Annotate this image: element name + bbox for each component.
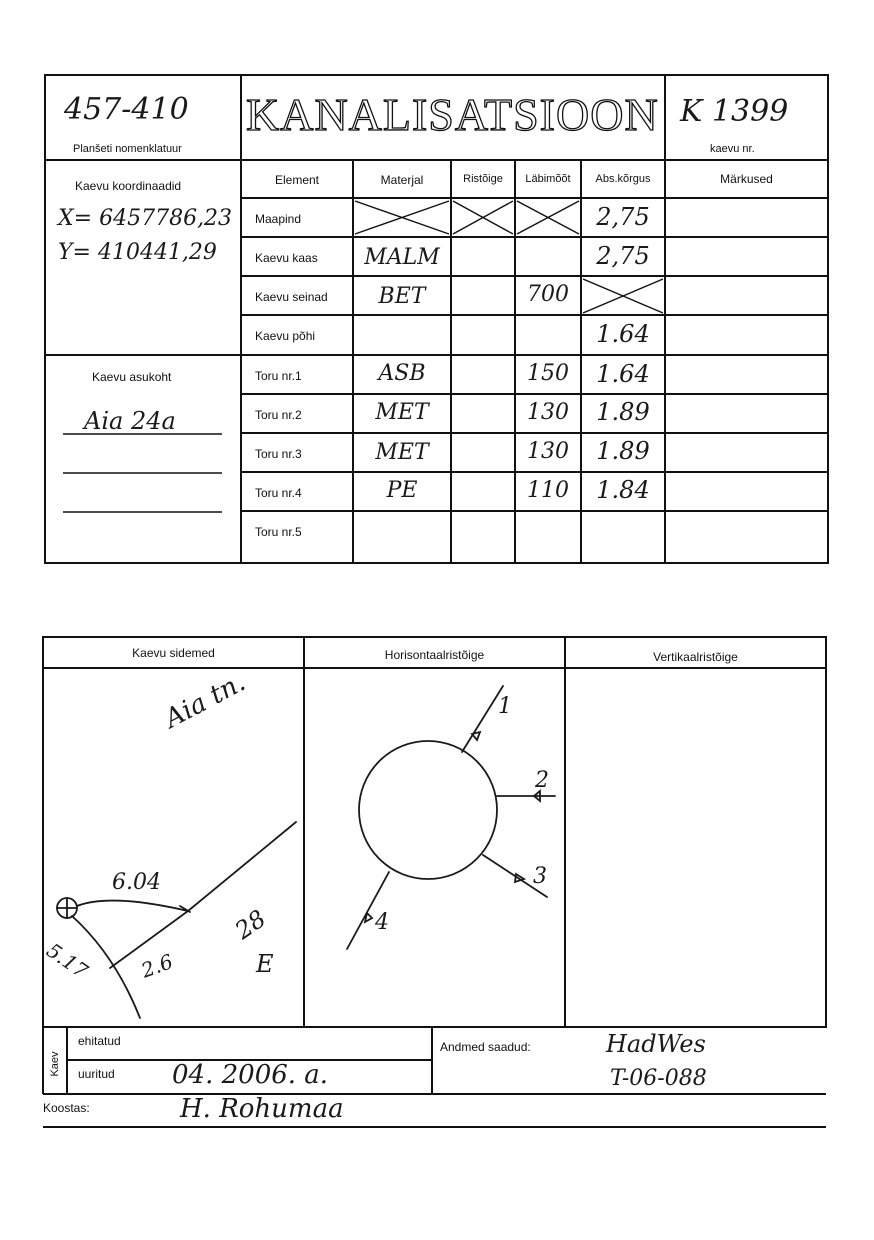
table-row-label: Toru nr.3: [255, 447, 302, 461]
street-name: Aia tn.: [160, 667, 251, 735]
table-row-label: Maapind: [255, 212, 302, 226]
surveyed-value: 04. 2006. a.: [172, 1060, 329, 1090]
coordinate-x: X= 6457786,23: [58, 206, 233, 231]
sheet-number-label: Planšeti nomenklatuur: [73, 143, 182, 155]
footer-side-label: Kaev: [49, 1051, 61, 1077]
material-cell: ASB: [378, 361, 426, 386]
abs-height-cell: 1.84: [596, 476, 650, 504]
data-from-label: Andmed saadud:: [440, 1040, 531, 1054]
abs-height-cell: 2,75: [596, 203, 650, 231]
data-from-signature: HadWes: [606, 1030, 706, 1058]
built-label: ehitatud: [78, 1034, 121, 1048]
tie-distance-1: 6.04: [112, 870, 161, 895]
pipe-label-1: 1: [498, 694, 512, 719]
well-number-label: kaevu nr.: [710, 143, 755, 155]
diameter-cell: 700: [527, 282, 569, 307]
abs-height-cell: 2,75: [596, 242, 650, 270]
pipe-label-4: 4: [375, 910, 389, 935]
abs-height-cell: 1.89: [596, 437, 650, 465]
table-row-label: Toru nr.5: [255, 525, 302, 539]
surveyed-label: uuritud: [78, 1067, 115, 1081]
table-row-label: Toru nr.1: [255, 369, 302, 383]
col-header-cross-section: Ristõige: [463, 173, 503, 185]
col-header-material: Materjal: [380, 173, 424, 187]
diameter-cell: 130: [527, 400, 569, 425]
material-cell: MET: [375, 400, 429, 425]
pipe-1-line: [462, 686, 503, 752]
col-header-remarks: Märkused: [720, 172, 773, 186]
material-cell: MET: [375, 440, 429, 465]
material-cell: PE: [386, 478, 418, 503]
tie-distance-2: 5.17: [42, 938, 93, 984]
abs-height-cell: 1.64: [596, 360, 650, 388]
table-row-label: Kaevu põhi: [255, 329, 316, 343]
table-row-label: Toru nr.2: [255, 408, 302, 422]
col-header-abs-height: Abs.kõrgus: [595, 173, 651, 185]
well-number: K 1399: [680, 94, 789, 129]
page-title: KANALISATSIOON: [246, 89, 659, 140]
sheet-number: 457-410: [64, 92, 189, 127]
diameter-cell: 150: [527, 361, 569, 386]
table-row-label: Kaevu kaas: [255, 251, 318, 265]
coordinates-label: Kaevu koordinaadid: [75, 179, 182, 193]
material-cell: MALM: [364, 245, 440, 270]
col-header-diameter: Läbimõõt: [525, 173, 571, 185]
well-circle: [359, 741, 497, 879]
building-letter: E: [256, 950, 274, 978]
section-horizontal-label: Horisontaalristõige: [384, 648, 485, 662]
building-number: 28: [230, 904, 272, 945]
pipe-label-2: 2: [535, 768, 549, 793]
compiled-label: Koostas:: [43, 1101, 90, 1115]
diameter-cell: 110: [527, 478, 569, 503]
col-header-element: Element: [274, 173, 320, 187]
data-from-code: T-06-088: [610, 1066, 707, 1091]
pipe-label-3: 3: [533, 864, 547, 889]
diameter-cell: 130: [527, 439, 569, 464]
section-vertical-label: Vertikaalristõige: [653, 650, 738, 664]
tie-distance-3: 2.6: [138, 949, 177, 983]
table-row-label: Toru nr.4: [255, 486, 302, 500]
compiled-value: H. Rohumaa: [180, 1094, 344, 1124]
location-label: Kaevu asukoht: [92, 370, 172, 384]
section-ties-label: Kaevu sidemed: [132, 646, 215, 660]
table-row-label: Kaevu seinad: [255, 290, 328, 304]
abs-height-cell: 1.89: [596, 398, 650, 426]
abs-height-cell: 1.64: [596, 320, 650, 348]
location-value: Aia 24a: [84, 407, 176, 435]
material-cell: BET: [378, 284, 426, 309]
coordinate-y: Y= 410441,29: [58, 240, 217, 265]
